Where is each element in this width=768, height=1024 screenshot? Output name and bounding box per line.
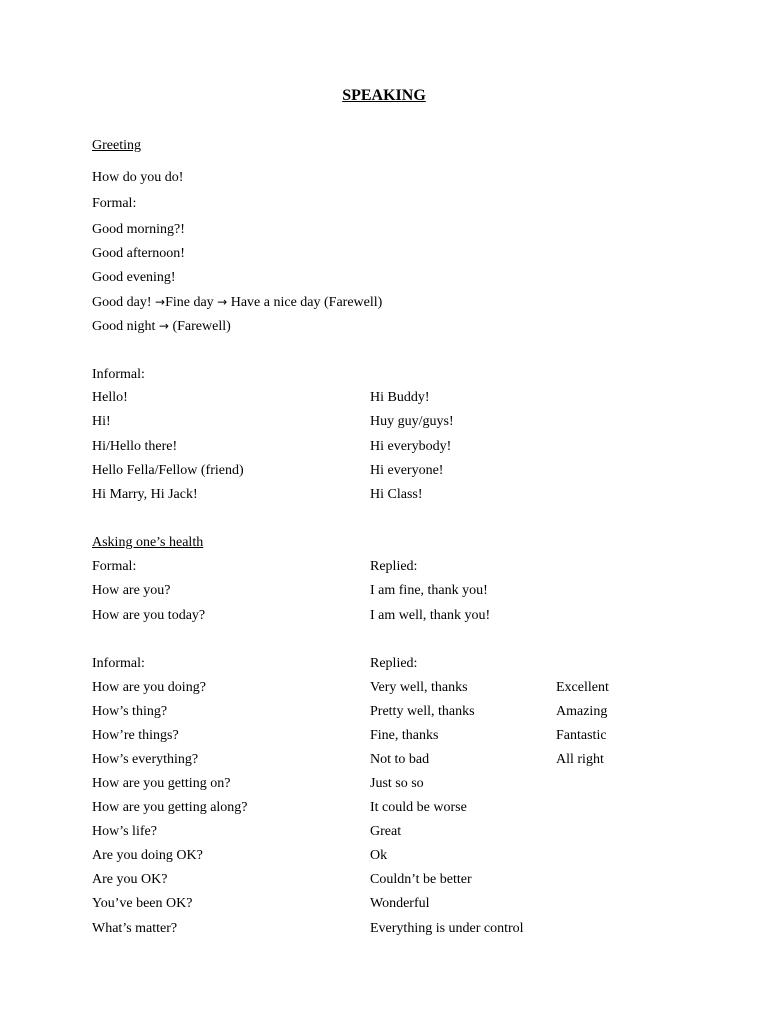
- health-informal-label: Informal:: [92, 656, 145, 671]
- formal-question: How are you today?: [92, 608, 206, 623]
- informal-question: How are you getting on?: [92, 776, 231, 791]
- informal-reply: Wonderful: [370, 896, 430, 911]
- informal-question: How’re things?: [92, 728, 179, 743]
- informal-reply: Just so so: [370, 776, 424, 791]
- good-afternoon: Good afternoon!: [92, 246, 185, 261]
- informal-greeting-right: Hi Buddy!: [370, 390, 430, 405]
- arrow-right-icon: →: [217, 295, 228, 309]
- informal-reply: Everything is under control: [370, 921, 524, 936]
- informal-greeting-left: Hello Fella/Fellow (friend): [92, 463, 244, 478]
- arrow-right-icon: →: [158, 319, 169, 333]
- informal-reply: Fine, thanks: [370, 728, 439, 743]
- informal-greeting-right: Hi everyone!: [370, 463, 444, 478]
- informal-reply: Great: [370, 824, 402, 839]
- fine-day: Fine day: [165, 295, 214, 310]
- nice-day: Have a nice day (Farewell): [230, 295, 383, 310]
- informal-question: You’ve been OK?: [92, 896, 193, 911]
- informal-question: How are you getting along?: [92, 800, 248, 815]
- good-day-line: [92, 294, 382, 311]
- formal-reply: I am fine, thank you!: [370, 583, 488, 598]
- informal-reply: Ok: [370, 848, 388, 863]
- page-title: SPEAKING: [342, 87, 426, 104]
- good-morning: Good morning?!: [92, 222, 185, 237]
- formal-label: Formal:: [92, 196, 137, 211]
- good-night-note: (Farewell): [172, 319, 231, 334]
- informal-greeting-right: Hi everybody!: [370, 439, 452, 454]
- good-night: Good night: [92, 319, 156, 334]
- informal-question: Are you doing OK?: [92, 848, 203, 863]
- informal-question: How’s thing?: [92, 704, 168, 719]
- informal-reply: It could be worse: [370, 800, 467, 815]
- formal-reply: I am well, thank you!: [370, 608, 491, 623]
- informal-question: Are you OK?: [92, 872, 168, 887]
- how-do-you-do: How do you do!: [92, 170, 184, 185]
- greeting-heading: Greeting: [92, 138, 141, 153]
- informal-reply: Very well, thanks: [370, 680, 468, 695]
- informal-greeting-left: Hello!: [92, 390, 128, 405]
- informal-reply: Pretty well, thanks: [370, 704, 475, 719]
- health-heading: Asking one’s health: [92, 535, 204, 550]
- informal-greeting-left: Hi Marry, Hi Jack!: [92, 487, 198, 502]
- informal-question: What’s matter?: [92, 921, 178, 936]
- arrow-right-icon: →: [155, 295, 166, 309]
- formal-question: How are you?: [92, 583, 171, 598]
- informal-greeting-left: Hi!: [92, 414, 111, 429]
- extra-reply: Excellent: [556, 680, 609, 695]
- informal-question: How’s life?: [92, 824, 157, 839]
- informal-greeting-right: Hi Class!: [370, 487, 423, 502]
- health-replied-label: Replied:: [370, 559, 418, 574]
- good-day: Good day!: [92, 295, 152, 310]
- informal-question: How’s everything?: [92, 752, 199, 767]
- extra-reply: All right: [556, 752, 604, 767]
- informal-question: How are you doing?: [92, 680, 206, 695]
- informal-reply: Not to bad: [370, 752, 430, 767]
- health-informal-replied-label: Replied:: [370, 656, 418, 671]
- extra-reply: Amazing: [556, 704, 608, 719]
- informal-reply: Couldn’t be better: [370, 872, 472, 887]
- extra-reply: Fantastic: [556, 728, 607, 743]
- good-night-line: [92, 318, 231, 335]
- informal-greeting-right: Huy guy/guys!: [370, 414, 454, 429]
- good-evening: Good evening!: [92, 270, 176, 285]
- informal-label: Informal:: [92, 367, 145, 382]
- informal-greeting-left: Hi/Hello there!: [92, 439, 178, 454]
- health-formal-label: Formal:: [92, 559, 137, 574]
